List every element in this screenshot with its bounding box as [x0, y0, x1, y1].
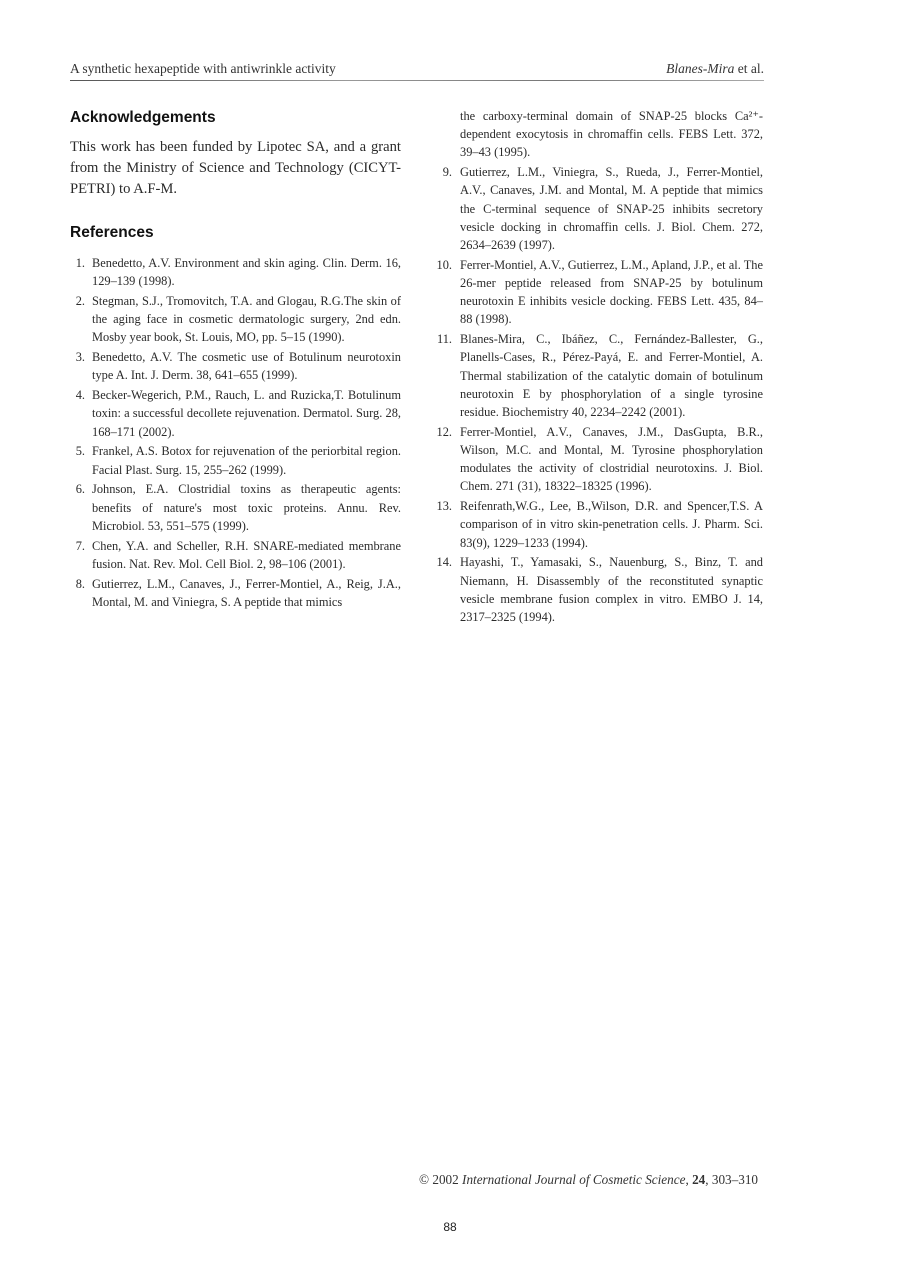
running-title: A synthetic hexapeptide with antiwrinkle activity — [70, 61, 336, 76]
header-rule — [70, 80, 764, 81]
reference-number: 13. — [436, 499, 452, 514]
reference-text: Ferrer-Montiel, A.V., Canaves, J.M., DasGupta, B.R., Wilson, M.C. and Montal, M. Tyrosine phosphorylation modulates the activity of clostridial neurotoxins. J. Biol. Chem. 271 (31), 18322–18325 (1996). — [460, 424, 763, 494]
running-authors — [666, 61, 764, 77]
reference-text: Hayashi, T., Yamasaki, S., Nauenburg, S., Binz, T. and Niemann, H. Disassembly of the reconstituted synaptic vesicle membrane fusion complex in vitro. EMBO J. 14, 2317–2325 (1994). — [460, 555, 763, 625]
reference-number: 2. — [75, 294, 85, 308]
reference-item — [438, 256, 763, 329]
journal-volume: 24 — [692, 1172, 706, 1187]
reference-text: Benedetto, A.V. Environment and skin aging. Clin. Derm. 16, 129–139 (1998). — [92, 256, 401, 289]
reference-item — [70, 292, 401, 347]
reference-number: 5. — [75, 444, 85, 459]
journal-pages: , 303–310 — [705, 1172, 758, 1187]
running-head — [70, 61, 764, 77]
reference-text: Benedetto, A.V. The cosmetic use of Botulinum neurotoxin type A. Int. J. Derm. 38, 641–655 (1999). — [92, 350, 401, 383]
reference-number: 1. — [75, 256, 85, 270]
reference-number: 7. — [75, 538, 85, 553]
references-heading: References — [70, 224, 154, 241]
reference-list-right — [438, 163, 763, 626]
reference-list-left — [70, 254, 401, 611]
reference-number: 14. — [436, 555, 452, 570]
reference-number: 4. — [75, 388, 85, 403]
reference-number: 10. — [436, 257, 452, 272]
reference-number: 6. — [75, 482, 85, 497]
copyright-prefix: © 2002 — [419, 1172, 463, 1187]
reference-item — [438, 423, 763, 496]
left-column — [70, 107, 401, 613]
reference-text: Stegman, S.J., Tromovitch, T.A. and Glogau, R.G.The skin of the aging face in cosmetic dermatologic surgery, 2nd edn. Mosby year book, St. Louis, MO, pp. 5–15 (1990). — [92, 294, 401, 345]
page-number: 88 — [443, 1220, 457, 1234]
reference-text: Johnson, E.A. Clostridial toxins as therapeutic agents: benefits of nature's most toxic proteins. Annu. Rev. Microbiol. 53, 551–575 (1999). — [92, 482, 401, 533]
reference-text: Reifenrath,W.G., Lee, B.,Wilson, D.R. and Spencer,T.S. A comparison of in vitro skin-penetration cells. J. Pharm. Sci. 83(9), 1229–1233 (1994). — [460, 499, 763, 550]
reference-number: 3. — [75, 350, 85, 365]
acknowledgements-text: This work has been funded by Lipotec SA, and a grant from the Ministry of Science and Technology (CICYT-PETRI) to A.F-M. — [70, 139, 401, 197]
reference-item — [70, 254, 401, 290]
reference-text: Gutierrez, L.M., Canaves, J., Ferrer-Montiel, A., Reig, J.A., Montal, M. and Viniegra, S. A peptide that mimics — [92, 576, 401, 609]
reference-item — [70, 480, 401, 535]
reference-item — [438, 497, 763, 552]
reference-item — [70, 442, 401, 478]
reference-text: Ferrer-Montiel, A.V., Gutierrez, L.M., Apland, J.P., et al. The 26-mer peptide released from SNAP-25 by botulinum neurotoxin E inhibits vesicle docking. FEBS Lett. 435, 84–88 (1998). — [460, 257, 763, 327]
reference-item — [70, 386, 401, 441]
reference-text: Frankel, A.S. Botox for rejuvenation of the periorbital region. Facial Plast. Surg. 15, 255–262 (1999). — [92, 444, 401, 477]
authors-name: Blanes-Mira — [666, 61, 735, 76]
authors-suffix: et al. — [734, 61, 764, 76]
reference-item — [438, 330, 763, 421]
reference-text: Gutierrez, L.M., Viniegra, S., Rueda, J., Ferrer-Montiel, A.V., Canaves, J.M. and Montal, M. A peptide that mimics the C-terminal sequence of SNAP-25 inhibits secretory vesicle docking in chromaffin cells. J. Biol. Chem. 272, 2634–2639 (1997). — [460, 165, 763, 253]
reference-item — [70, 348, 401, 384]
reference-number: 11. — [436, 332, 452, 347]
reference-item — [70, 537, 401, 573]
reference-number: 12. — [436, 424, 452, 439]
reference-text: Chen, Y.A. and Scheller, R.H. SNARE-mediated membrane fusion. Nat. Rev. Mol. Cell Biol. 2, 98–106 (2001). — [92, 538, 401, 571]
right-column — [438, 107, 763, 628]
reference-item — [438, 163, 763, 254]
reference-item — [438, 553, 763, 626]
acknowledgements-heading: Acknowledgements — [70, 109, 216, 126]
reference-text: Becker-Wegerich, P.M., Rauch, L. and Ruzicka,T. Botulinum toxin: a successful decollete rejuvenation. Dermatol. Surg. 28, 168–171 (2002). — [92, 388, 401, 439]
reference-continuation: the carboxy-terminal domain of SNAP-25 blocks Ca²⁺-dependent exocytosis in chromaffin cells. FEBS Lett. 372, 39–43 (1995). — [460, 109, 763, 160]
footer-citation — [419, 1172, 758, 1188]
reference-number: 9. — [442, 165, 452, 180]
journal-sep: , — [685, 1172, 693, 1187]
reference-text: Blanes-Mira, C., Ibáñez, C., Fernández-Ballester, G., Planells-Cases, R., Pérez-Payá, E. and Ferrer-Montiel, A. Thermal stabilization of the catalytic domain of botulinum neurotoxin E by phosphorylation of a single tyrosine residue. Biochemistry 40, 2234–2242 (2001). — [460, 332, 763, 420]
reference-number: 8. — [75, 576, 85, 591]
reference-item — [70, 575, 401, 611]
journal-name: International Journal of Cosmetic Science — [462, 1172, 686, 1187]
